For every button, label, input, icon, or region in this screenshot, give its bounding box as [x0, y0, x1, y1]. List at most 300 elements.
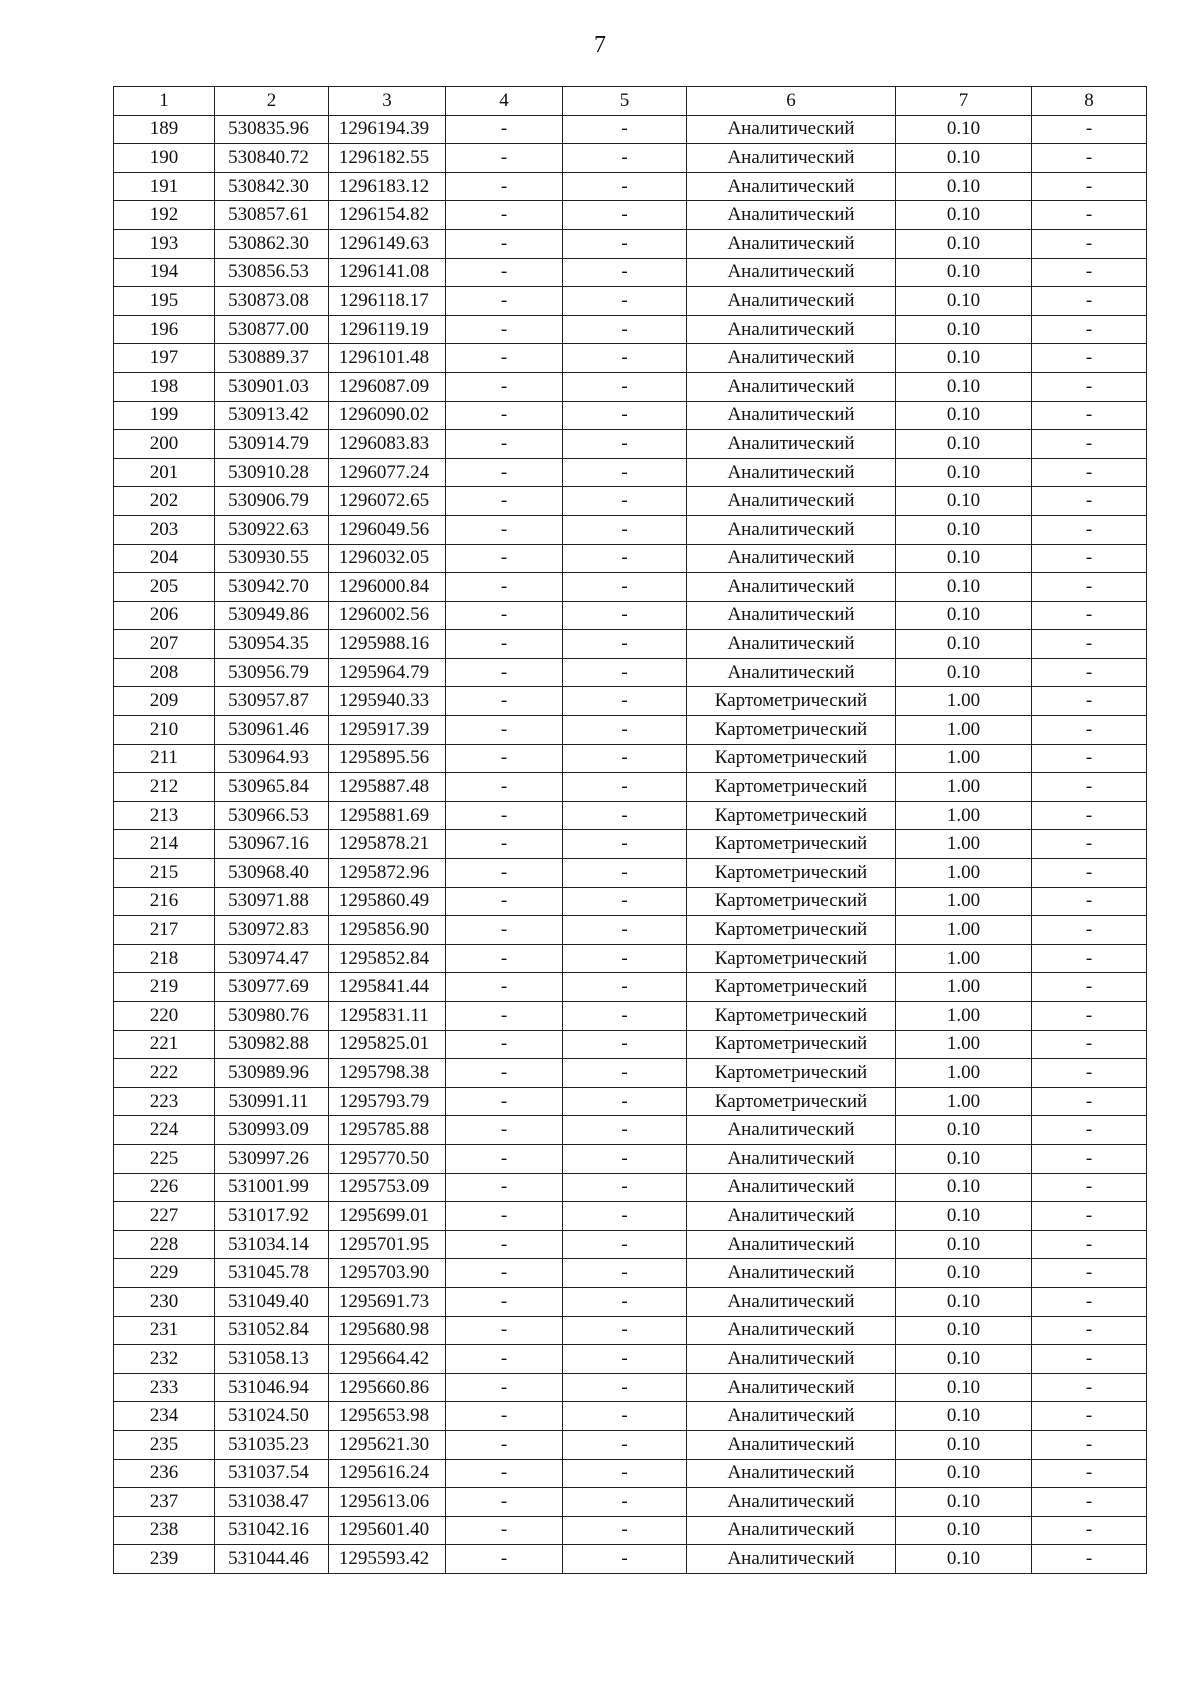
table-row: [114, 1002, 1147, 1031]
method-cell: Картометрический: [687, 1087, 896, 1116]
col8-value-cell: -: [1032, 573, 1147, 602]
table-row: [114, 773, 1147, 802]
method-cell: Картометрический: [687, 973, 896, 1002]
coord-y-cell: 1295856.90: [329, 916, 446, 945]
point-number-cell: 236: [114, 1459, 215, 1488]
method-cell: Картометрический: [687, 801, 896, 830]
point-number-cell: 189: [114, 115, 215, 144]
point-number-cell: 207: [114, 630, 215, 659]
coord-y-cell: 1296072.65: [329, 487, 446, 516]
point-number-cell: 221: [114, 1030, 215, 1059]
table-row: [114, 1316, 1147, 1345]
coord-x-cell: 531038.47: [215, 1488, 329, 1517]
coord-x-cell: 530993.09: [215, 1116, 329, 1145]
accuracy-cell: 1.00: [896, 859, 1032, 888]
accuracy-cell: 0.10: [896, 515, 1032, 544]
point-number-cell: 192: [114, 201, 215, 230]
accuracy-cell: 0.10: [896, 458, 1032, 487]
method-cell: Аналитический: [687, 573, 896, 602]
coord-x-cell: 531044.46: [215, 1545, 329, 1574]
table-row: [114, 944, 1147, 973]
table-row: [114, 801, 1147, 830]
col4-value-cell: -: [446, 801, 563, 830]
table-row: [114, 201, 1147, 230]
method-cell: Аналитический: [687, 1345, 896, 1374]
method-cell: Аналитический: [687, 458, 896, 487]
point-number-cell: 199: [114, 401, 215, 430]
point-number-cell: 204: [114, 544, 215, 573]
method-cell: Аналитический: [687, 1202, 896, 1231]
method-cell: Картометрический: [687, 830, 896, 859]
coord-x-cell: 530957.87: [215, 687, 329, 716]
col5-value-cell: -: [563, 1459, 687, 1488]
accuracy-cell: 1.00: [896, 1059, 1032, 1088]
coord-x-cell: 530956.79: [215, 658, 329, 687]
col4-value-cell: -: [446, 1516, 563, 1545]
accuracy-cell: 0.10: [896, 1488, 1032, 1517]
col8-value-cell: -: [1032, 430, 1147, 459]
coord-x-cell: 530835.96: [215, 115, 329, 144]
coord-x-cell: 530873.08: [215, 287, 329, 316]
coord-y-cell: 1296077.24: [329, 458, 446, 487]
col5-value-cell: -: [563, 1144, 687, 1173]
table-row: [114, 1030, 1147, 1059]
coord-y-cell: 1295753.09: [329, 1173, 446, 1202]
col4-value-cell: -: [446, 973, 563, 1002]
col5-value-cell: -: [563, 458, 687, 487]
coord-x-cell: 530889.37: [215, 344, 329, 373]
coord-y-cell: 1295703.90: [329, 1259, 446, 1288]
table-row: [114, 573, 1147, 602]
method-cell: Аналитический: [687, 172, 896, 201]
coord-x-cell: 530942.70: [215, 573, 329, 602]
method-cell: Аналитический: [687, 515, 896, 544]
table-row: [114, 658, 1147, 687]
table-row: [114, 1230, 1147, 1259]
col4-value-cell: -: [446, 1345, 563, 1374]
coord-y-cell: 1295664.42: [329, 1345, 446, 1374]
col5-value-cell: -: [563, 1173, 687, 1202]
col4-value-cell: -: [446, 515, 563, 544]
coord-y-cell: 1296087.09: [329, 372, 446, 401]
accuracy-cell: 0.10: [896, 201, 1032, 230]
point-number-cell: 210: [114, 716, 215, 745]
col4-value-cell: -: [446, 887, 563, 916]
point-number-cell: 193: [114, 229, 215, 258]
col8-value-cell: -: [1032, 630, 1147, 659]
point-number-cell: 230: [114, 1287, 215, 1316]
column-header-7: 7: [896, 87, 1032, 116]
coord-y-cell: 1296090.02: [329, 401, 446, 430]
table-row: [114, 372, 1147, 401]
col4-value-cell: -: [446, 1087, 563, 1116]
col5-value-cell: -: [563, 630, 687, 659]
point-number-cell: 218: [114, 944, 215, 973]
method-cell: Аналитический: [687, 258, 896, 287]
col8-value-cell: -: [1032, 344, 1147, 373]
table-row: [114, 1287, 1147, 1316]
col4-value-cell: -: [446, 1116, 563, 1145]
col5-value-cell: -: [563, 573, 687, 602]
col8-value-cell: -: [1032, 1316, 1147, 1345]
col4-value-cell: -: [446, 1202, 563, 1231]
column-header-2: 2: [215, 87, 329, 116]
col4-value-cell: -: [446, 1030, 563, 1059]
coord-x-cell: 531046.94: [215, 1373, 329, 1402]
accuracy-cell: 0.10: [896, 287, 1032, 316]
accuracy-cell: 0.10: [896, 1430, 1032, 1459]
coord-y-cell: 1295878.21: [329, 830, 446, 859]
col5-value-cell: -: [563, 830, 687, 859]
col8-value-cell: -: [1032, 1488, 1147, 1517]
coord-x-cell: 530856.53: [215, 258, 329, 287]
table-row: [114, 1488, 1147, 1517]
coord-y-cell: 1295881.69: [329, 801, 446, 830]
coord-y-cell: 1296154.82: [329, 201, 446, 230]
col4-value-cell: -: [446, 1373, 563, 1402]
table-row: [114, 1373, 1147, 1402]
col4-value-cell: -: [446, 344, 563, 373]
col8-value-cell: -: [1032, 544, 1147, 573]
col8-value-cell: -: [1032, 1230, 1147, 1259]
coord-y-cell: 1296101.48: [329, 344, 446, 373]
col8-value-cell: -: [1032, 1287, 1147, 1316]
coord-y-cell: 1295691.73: [329, 1287, 446, 1316]
col8-value-cell: -: [1032, 315, 1147, 344]
table-row: [114, 315, 1147, 344]
col8-value-cell: -: [1032, 1202, 1147, 1231]
table-row: [114, 487, 1147, 516]
col4-value-cell: -: [446, 687, 563, 716]
col4-value-cell: -: [446, 229, 563, 258]
coord-y-cell: 1296000.84: [329, 573, 446, 602]
col4-value-cell: -: [446, 630, 563, 659]
col4-value-cell: -: [446, 144, 563, 173]
point-number-cell: 226: [114, 1173, 215, 1202]
accuracy-cell: 0.10: [896, 487, 1032, 516]
coord-y-cell: 1295841.44: [329, 973, 446, 1002]
col5-value-cell: -: [563, 1402, 687, 1431]
method-cell: Аналитический: [687, 1402, 896, 1431]
point-number-cell: 202: [114, 487, 215, 516]
point-number-cell: 205: [114, 573, 215, 602]
table-row: [114, 1459, 1147, 1488]
col5-value-cell: -: [563, 487, 687, 516]
point-number-cell: 201: [114, 458, 215, 487]
accuracy-cell: 1.00: [896, 973, 1032, 1002]
method-cell: Картометрический: [687, 744, 896, 773]
point-number-cell: 203: [114, 515, 215, 544]
table-row: [114, 973, 1147, 1002]
table-row: [114, 630, 1147, 659]
accuracy-cell: 0.10: [896, 1373, 1032, 1402]
method-cell: Картометрический: [687, 1059, 896, 1088]
coord-y-cell: 1295770.50: [329, 1144, 446, 1173]
method-cell: Аналитический: [687, 1488, 896, 1517]
accuracy-cell: 0.10: [896, 229, 1032, 258]
coord-x-cell: 530964.93: [215, 744, 329, 773]
col4-value-cell: -: [446, 401, 563, 430]
accuracy-cell: 0.10: [896, 315, 1032, 344]
col5-value-cell: -: [563, 1545, 687, 1574]
table-row: [114, 144, 1147, 173]
method-cell: Аналитический: [687, 430, 896, 459]
method-cell: Аналитический: [687, 115, 896, 144]
table-row: [114, 172, 1147, 201]
method-cell: Аналитический: [687, 229, 896, 258]
col4-value-cell: -: [446, 1316, 563, 1345]
col5-value-cell: -: [563, 115, 687, 144]
col4-value-cell: -: [446, 1173, 563, 1202]
col4-value-cell: -: [446, 916, 563, 945]
point-number-cell: 222: [114, 1059, 215, 1088]
method-cell: Аналитический: [687, 1144, 896, 1173]
coord-x-cell: 531058.13: [215, 1345, 329, 1374]
col5-value-cell: -: [563, 887, 687, 916]
table-row: [114, 1516, 1147, 1545]
coord-x-cell: 530857.61: [215, 201, 329, 230]
table-row: [114, 401, 1147, 430]
col8-value-cell: -: [1032, 773, 1147, 802]
accuracy-cell: 0.10: [896, 372, 1032, 401]
method-cell: Аналитический: [687, 1316, 896, 1345]
coord-x-cell: 530906.79: [215, 487, 329, 516]
col5-value-cell: -: [563, 859, 687, 888]
coord-y-cell: 1295616.24: [329, 1459, 446, 1488]
table-row: [114, 1430, 1147, 1459]
col8-value-cell: -: [1032, 1516, 1147, 1545]
point-number-cell: 232: [114, 1345, 215, 1374]
point-number-cell: 219: [114, 973, 215, 1002]
point-number-cell: 212: [114, 773, 215, 802]
col5-value-cell: -: [563, 258, 687, 287]
col5-value-cell: -: [563, 1287, 687, 1316]
coord-x-cell: 530862.30: [215, 229, 329, 258]
coord-x-cell: 530913.42: [215, 401, 329, 430]
method-cell: Аналитический: [687, 1230, 896, 1259]
col5-value-cell: -: [563, 601, 687, 630]
accuracy-cell: 0.10: [896, 573, 1032, 602]
table-row: [114, 916, 1147, 945]
method-cell: Аналитический: [687, 344, 896, 373]
col4-value-cell: -: [446, 1402, 563, 1431]
table-row: [114, 1087, 1147, 1116]
method-cell: Аналитический: [687, 372, 896, 401]
method-cell: Картометрический: [687, 773, 896, 802]
coord-y-cell: 1295852.84: [329, 944, 446, 973]
point-number-cell: 190: [114, 144, 215, 173]
method-cell: Аналитический: [687, 1373, 896, 1402]
method-cell: Аналитический: [687, 315, 896, 344]
point-number-cell: 231: [114, 1316, 215, 1345]
col4-value-cell: -: [446, 1459, 563, 1488]
accuracy-cell: 0.10: [896, 658, 1032, 687]
coord-y-cell: 1295872.96: [329, 859, 446, 888]
col8-value-cell: -: [1032, 1030, 1147, 1059]
col4-value-cell: -: [446, 1287, 563, 1316]
table-row: [114, 601, 1147, 630]
point-number-cell: 215: [114, 859, 215, 888]
point-number-cell: 197: [114, 344, 215, 373]
coord-y-cell: 1296118.17: [329, 287, 446, 316]
point-number-cell: 220: [114, 1002, 215, 1031]
point-number-cell: 195: [114, 287, 215, 316]
coord-x-cell: 530965.84: [215, 773, 329, 802]
point-number-cell: 214: [114, 830, 215, 859]
column-header-4: 4: [446, 87, 563, 116]
coord-x-cell: 530977.69: [215, 973, 329, 1002]
point-number-cell: 225: [114, 1144, 215, 1173]
accuracy-cell: 0.10: [896, 1516, 1032, 1545]
col5-value-cell: -: [563, 144, 687, 173]
col4-value-cell: -: [446, 115, 563, 144]
coord-y-cell: 1296141.08: [329, 258, 446, 287]
method-cell: Картометрический: [687, 1030, 896, 1059]
col4-value-cell: -: [446, 1259, 563, 1288]
table-row: [114, 744, 1147, 773]
point-number-cell: 200: [114, 430, 215, 459]
accuracy-cell: 0.10: [896, 115, 1032, 144]
accuracy-cell: 0.10: [896, 544, 1032, 573]
coord-y-cell: 1296149.63: [329, 229, 446, 258]
col8-value-cell: -: [1032, 1059, 1147, 1088]
accuracy-cell: 0.10: [896, 1545, 1032, 1574]
coord-y-cell: 1295653.98: [329, 1402, 446, 1431]
table-row: [114, 859, 1147, 888]
accuracy-cell: 0.10: [896, 630, 1032, 659]
method-cell: Аналитический: [687, 630, 896, 659]
page-number: 7: [594, 32, 606, 58]
accuracy-cell: 0.10: [896, 1287, 1032, 1316]
method-cell: Картометрический: [687, 716, 896, 745]
method-cell: Аналитический: [687, 1459, 896, 1488]
coord-x-cell: 530842.30: [215, 172, 329, 201]
column-header-3: 3: [329, 87, 446, 116]
accuracy-cell: 0.10: [896, 1144, 1032, 1173]
coord-x-cell: 531037.54: [215, 1459, 329, 1488]
method-cell: Аналитический: [687, 201, 896, 230]
col5-value-cell: -: [563, 944, 687, 973]
col5-value-cell: -: [563, 687, 687, 716]
method-cell: Картометрический: [687, 916, 896, 945]
col4-value-cell: -: [446, 430, 563, 459]
coord-x-cell: 530930.55: [215, 544, 329, 573]
col8-value-cell: -: [1032, 1173, 1147, 1202]
accuracy-cell: 0.10: [896, 1202, 1032, 1231]
method-cell: Аналитический: [687, 1116, 896, 1145]
table-row: [114, 229, 1147, 258]
accuracy-cell: 1.00: [896, 887, 1032, 916]
coord-x-cell: 530989.96: [215, 1059, 329, 1088]
coord-y-cell: 1296194.39: [329, 115, 446, 144]
col5-value-cell: -: [563, 172, 687, 201]
col8-value-cell: -: [1032, 944, 1147, 973]
accuracy-cell: 0.10: [896, 258, 1032, 287]
method-cell: Аналитический: [687, 144, 896, 173]
accuracy-cell: 0.10: [896, 1116, 1032, 1145]
accuracy-cell: 1.00: [896, 1087, 1032, 1116]
coord-y-cell: 1296119.19: [329, 315, 446, 344]
table-row: [114, 1202, 1147, 1231]
accuracy-cell: 1.00: [896, 773, 1032, 802]
method-cell: Аналитический: [687, 401, 896, 430]
coord-x-cell: 530961.46: [215, 716, 329, 745]
method-cell: Аналитический: [687, 287, 896, 316]
table-row: [114, 830, 1147, 859]
method-cell: Аналитический: [687, 1173, 896, 1202]
coord-y-cell: 1295660.86: [329, 1373, 446, 1402]
coord-x-cell: 531024.50: [215, 1402, 329, 1431]
col8-value-cell: -: [1032, 1430, 1147, 1459]
point-number-cell: 194: [114, 258, 215, 287]
accuracy-cell: 0.10: [896, 144, 1032, 173]
col8-value-cell: -: [1032, 144, 1147, 173]
coord-y-cell: 1295601.40: [329, 1516, 446, 1545]
coord-y-cell: 1295798.38: [329, 1059, 446, 1088]
accuracy-cell: 1.00: [896, 944, 1032, 973]
col4-value-cell: -: [446, 487, 563, 516]
col8-value-cell: -: [1032, 1345, 1147, 1374]
coord-y-cell: 1295793.79: [329, 1087, 446, 1116]
col8-value-cell: -: [1032, 372, 1147, 401]
point-number-cell: 227: [114, 1202, 215, 1231]
table-row: [114, 1545, 1147, 1574]
table-row: [114, 430, 1147, 459]
method-cell: Аналитический: [687, 544, 896, 573]
column-header-5: 5: [563, 87, 687, 116]
coord-x-cell: 530971.88: [215, 887, 329, 916]
accuracy-cell: 0.10: [896, 1459, 1032, 1488]
column-header-8: 8: [1032, 87, 1147, 116]
accuracy-cell: 0.10: [896, 601, 1032, 630]
coord-y-cell: 1296182.55: [329, 144, 446, 173]
col5-value-cell: -: [563, 515, 687, 544]
col8-value-cell: -: [1032, 201, 1147, 230]
col8-value-cell: -: [1032, 601, 1147, 630]
point-number-cell: 229: [114, 1259, 215, 1288]
col5-value-cell: -: [563, 1488, 687, 1517]
col4-value-cell: -: [446, 1488, 563, 1517]
col8-value-cell: -: [1032, 172, 1147, 201]
point-number-cell: 206: [114, 601, 215, 630]
coord-y-cell: 1295964.79: [329, 658, 446, 687]
col8-value-cell: -: [1032, 801, 1147, 830]
col5-value-cell: -: [563, 229, 687, 258]
point-number-cell: 191: [114, 172, 215, 201]
col4-value-cell: -: [446, 258, 563, 287]
col5-value-cell: -: [563, 1430, 687, 1459]
accuracy-cell: 1.00: [896, 687, 1032, 716]
col8-value-cell: -: [1032, 830, 1147, 859]
coord-y-cell: 1295621.30: [329, 1430, 446, 1459]
method-cell: Аналитический: [687, 1287, 896, 1316]
col8-value-cell: -: [1032, 1259, 1147, 1288]
col8-value-cell: -: [1032, 1459, 1147, 1488]
coord-y-cell: 1296183.12: [329, 172, 446, 201]
col5-value-cell: -: [563, 1259, 687, 1288]
col4-value-cell: -: [446, 859, 563, 888]
coord-y-cell: 1295940.33: [329, 687, 446, 716]
table-row: [114, 1059, 1147, 1088]
col5-value-cell: -: [563, 544, 687, 573]
table-row: [114, 1345, 1147, 1374]
col4-value-cell: -: [446, 1002, 563, 1031]
accuracy-cell: 0.10: [896, 1402, 1032, 1431]
col5-value-cell: -: [563, 1202, 687, 1231]
coord-x-cell: 531001.99: [215, 1173, 329, 1202]
col4-value-cell: -: [446, 744, 563, 773]
point-number-cell: 238: [114, 1516, 215, 1545]
